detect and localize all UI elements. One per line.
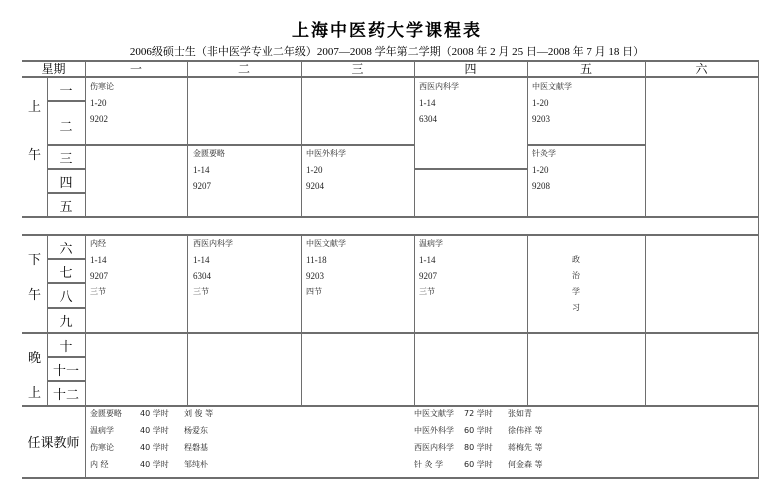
teacher-row <box>414 456 543 473</box>
teacher-hours: 72 学时 <box>464 409 493 418</box>
course-weeks: 1-20 <box>532 165 549 175</box>
course-room: 9203 <box>306 271 324 281</box>
period-2: 二 <box>59 120 73 135</box>
teacher-course: 温病学 <box>90 426 114 435</box>
row-line <box>47 380 85 382</box>
course-weeks: 1-20 <box>90 98 107 108</box>
period-7: 七 <box>59 266 73 281</box>
course-tue-pm <box>193 236 233 300</box>
morning-bottom <box>22 216 759 218</box>
course-room: 9202 <box>90 114 108 124</box>
period-5: 五 <box>59 200 73 215</box>
course-fri-am2 <box>532 146 556 194</box>
period-10: 十 <box>59 340 73 355</box>
course-weeks: 1-14 <box>90 255 107 265</box>
col-line <box>527 60 528 217</box>
course-weeks: 1-20 <box>532 98 549 108</box>
course-room: 9207 <box>193 181 211 191</box>
course-room: 9207 <box>90 271 108 281</box>
course-weeks: 11-18 <box>306 255 327 265</box>
course-mon-am <box>90 79 114 127</box>
course-room: 6304 <box>193 271 211 281</box>
section-evening-1: 晚 <box>27 351 41 366</box>
course-name: 中医外科学 <box>306 149 346 158</box>
row-line <box>47 168 85 170</box>
course-wed-am2 <box>306 146 346 194</box>
course-thu-am <box>419 79 459 127</box>
row-line <box>47 192 85 194</box>
col-line <box>527 235 528 406</box>
course-tue-am2 <box>193 146 225 194</box>
course-sessions: 三节 <box>419 287 435 296</box>
teacher-course: 针 灸 学 <box>414 460 444 469</box>
course-name: 温病学 <box>419 239 443 248</box>
course-sessions: 三节 <box>193 287 209 296</box>
corner-label: 星期 <box>41 62 66 76</box>
course-fri-pm-politics <box>566 252 586 316</box>
teacher-course: 内 经 <box>90 460 109 469</box>
teacher-name: 程磐基 <box>184 443 208 452</box>
row-line <box>47 307 85 309</box>
teacher-name: 徐伟祥 等 <box>508 426 543 435</box>
course-weeks: 1-14 <box>419 255 436 265</box>
row-line <box>47 258 85 260</box>
teacher-row <box>90 405 213 422</box>
course-weeks: 1-14 <box>419 98 436 108</box>
teacher-hours: 40 学时 <box>140 443 169 452</box>
course-wed-pm <box>306 236 346 300</box>
course-name: 内经 <box>90 239 106 248</box>
period-1: 一 <box>59 84 73 99</box>
teacher-row <box>414 439 543 456</box>
row-line <box>47 144 187 146</box>
char: 习 <box>572 303 580 312</box>
teacher-row <box>90 422 213 439</box>
row-line <box>47 356 85 358</box>
course-sessions: 三节 <box>90 287 106 296</box>
teacher-name: 杨爱东 <box>184 426 208 435</box>
period-8: 八 <box>59 290 73 305</box>
table-border-bottom <box>22 477 759 479</box>
char: 学 <box>572 287 580 296</box>
course-sessions: 四节 <box>306 287 322 296</box>
section-morning-2: 午 <box>27 148 41 163</box>
teacher-course: 伤寒论 <box>90 443 114 452</box>
table-border-right <box>758 60 759 479</box>
teacher-hours: 40 学时 <box>140 409 169 418</box>
period-4: 四 <box>59 176 73 191</box>
course-mon-pm <box>90 236 108 300</box>
day-header-wed: 三 <box>351 62 364 76</box>
course-fri-am <box>532 79 572 127</box>
section-afternoon-2: 午 <box>27 288 41 303</box>
col-line <box>414 235 415 406</box>
course-name: 中医文献学 <box>306 239 346 248</box>
col-line <box>645 235 646 406</box>
period-12: 十二 <box>52 388 79 403</box>
teachers-list-left <box>90 405 213 473</box>
teacher-course: 金匮要略 <box>90 409 122 418</box>
course-name: 金匮要略 <box>193 149 225 158</box>
period-11: 十一 <box>52 364 79 379</box>
teacher-row <box>90 456 213 473</box>
teacher-row <box>414 405 543 422</box>
page-title: 上海中医药大学课程表 <box>292 21 482 41</box>
evening-top <box>22 332 759 334</box>
teacher-row <box>90 439 213 456</box>
course-room: 9203 <box>532 114 550 124</box>
teacher-name: 蒋梅先 等 <box>508 443 543 452</box>
teacher-name: 刘 俊 等 <box>184 409 214 418</box>
teacher-name: 张如青 <box>508 409 532 418</box>
course-name: 西医内科学 <box>193 239 233 248</box>
teacher-hours: 60 学时 <box>464 460 493 469</box>
teacher-course: 西医内科学 <box>414 443 454 452</box>
row-line <box>47 100 85 102</box>
col-line <box>301 235 302 406</box>
teacher-hours: 60 学时 <box>464 426 493 435</box>
char: 治 <box>572 271 580 280</box>
course-room: 9207 <box>419 271 437 281</box>
teacher-hours: 40 学时 <box>140 426 169 435</box>
course-name: 伤寒论 <box>90 82 114 91</box>
day-header-thu: 四 <box>464 62 477 76</box>
course-room: 9204 <box>306 181 324 191</box>
teacher-row <box>414 422 543 439</box>
course-name: 中医文献学 <box>532 82 572 91</box>
period-3: 三 <box>59 152 73 167</box>
section-morning-1: 上 <box>27 100 41 115</box>
teacher-hours: 80 学时 <box>464 443 493 452</box>
period-6: 六 <box>59 242 73 257</box>
teacher-name: 何金森 等 <box>508 460 543 469</box>
course-weeks: 1-14 <box>193 255 210 265</box>
course-weeks: 1-20 <box>306 165 323 175</box>
section-afternoon-1: 下 <box>27 253 41 268</box>
period-9: 九 <box>59 315 73 330</box>
course-room: 9208 <box>532 181 550 191</box>
afternoon-top <box>22 234 759 236</box>
teacher-course: 中医文献学 <box>414 409 454 418</box>
course-room: 6304 <box>419 114 437 124</box>
teacher-hours: 40 学时 <box>140 460 169 469</box>
col-line <box>645 60 646 217</box>
course-name: 针灸学 <box>532 149 556 158</box>
teachers-list-right <box>414 405 543 473</box>
day-header-fri: 五 <box>579 62 592 76</box>
day-header-tue: 二 <box>237 62 250 76</box>
char: 政 <box>572 255 580 264</box>
col-line <box>85 235 86 478</box>
page-subtitle: 2006级硕士生（非中医学专业二年级）2007—2008 学年第二学期（2008 年 2 月 25 日—2008 年 7 月 18 日） <box>129 46 645 58</box>
col-line <box>301 60 302 217</box>
col-line <box>187 235 188 406</box>
teacher-name: 邹纯朴 <box>184 460 208 469</box>
col-line <box>414 60 415 217</box>
row-line <box>47 282 85 284</box>
day-header-mon: 一 <box>129 62 142 76</box>
teachers-label: 任课教师 <box>27 436 80 451</box>
col-line <box>187 60 188 217</box>
day-header-sat: 六 <box>695 62 708 76</box>
course-thu-pm <box>419 236 443 300</box>
course-name: 西医内科学 <box>419 82 459 91</box>
section-evening-2: 上 <box>27 386 41 401</box>
course-weeks: 1-14 <box>193 165 210 175</box>
teacher-course: 中医外科学 <box>414 426 454 435</box>
col-line <box>85 60 86 217</box>
row-line <box>414 168 527 170</box>
